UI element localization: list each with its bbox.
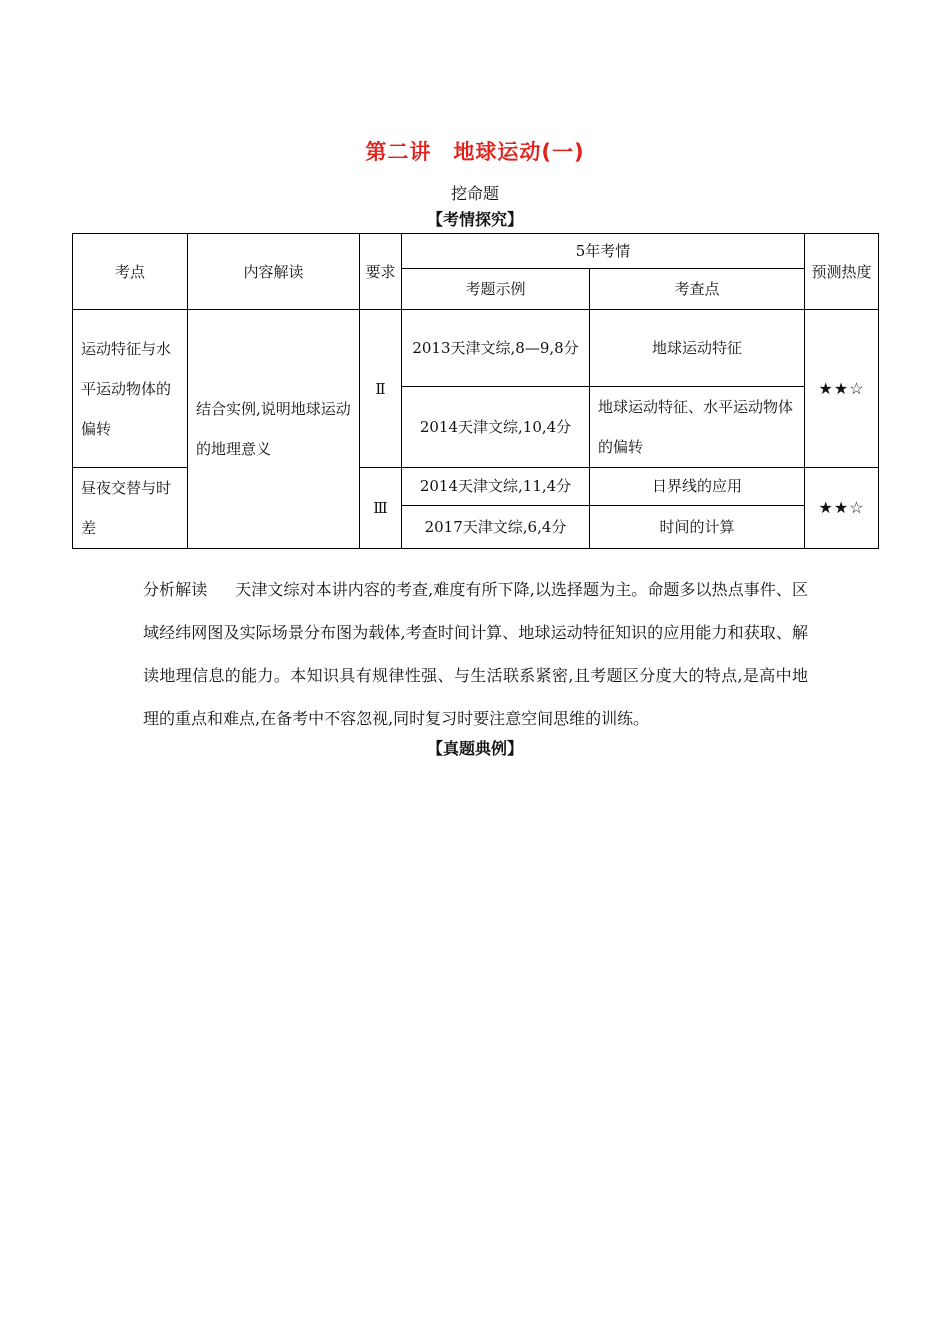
- page-title: 第二讲 地球运动(一): [365, 140, 585, 164]
- header-five-year: 5年考情: [402, 234, 805, 269]
- point-cell: 昼夜交替与时差: [73, 468, 188, 549]
- analysis-text: 天津文综对本讲内容的考查,难度有所下降,以选择题为主。命题多以热点事件、区域经纬网图及实际场景分布图为载体,考查时间计算、地球运动特征知识的应用能力和获取、解读地理信息的能力。本知识具有规律性强、与生活联系紧密,且考题区分度大的特点,是高中地理的重点和难点,在备考中不容忽视,同时复习时要注意空间思维的训练。: [143, 580, 808, 728]
- header-example: 考题示例: [402, 269, 590, 310]
- req-cell: Ⅲ: [360, 468, 402, 549]
- check-cell: 时间的计算: [590, 505, 805, 548]
- heat-stars: ★★☆: [805, 310, 879, 468]
- example-cell: 2017天津文综,6,4分: [402, 505, 590, 548]
- header-check: 考查点: [590, 269, 805, 310]
- example-cell: 2014天津文综,11,4分: [402, 468, 590, 506]
- check-cell: 地球运动特征、水平运动物体的偏转: [590, 387, 805, 468]
- analysis-paragraph: [143, 568, 808, 740]
- section-heading-wamingti: 挖命题: [450, 184, 499, 203]
- req-cell: Ⅱ: [360, 310, 402, 468]
- example-cell: 2014天津文综,10,4分: [402, 387, 590, 468]
- analysis-lead: 分析解读: [143, 580, 208, 599]
- header-heat: 预测热度: [805, 234, 879, 310]
- check-cell: 地球运动特征: [590, 310, 805, 387]
- header-point: 考点: [73, 234, 188, 310]
- section-heading-kaoqing: 【考情探究】: [426, 210, 523, 229]
- header-content: 内容解读: [188, 234, 360, 310]
- section-heading-zhenti: 【真题典例】: [426, 739, 523, 758]
- heat-stars: ★★☆: [805, 468, 879, 549]
- example-cell: 2013天津文综,8—9,8分: [402, 310, 590, 387]
- check-cell: 日界线的应用: [590, 468, 805, 506]
- exam-analysis-table: [72, 233, 879, 549]
- content-cell: 结合实例,说明地球运动的地理意义: [188, 310, 360, 549]
- header-req: 要求: [360, 234, 402, 310]
- point-cell: 运动特征与水平运动物体的偏转: [73, 310, 188, 468]
